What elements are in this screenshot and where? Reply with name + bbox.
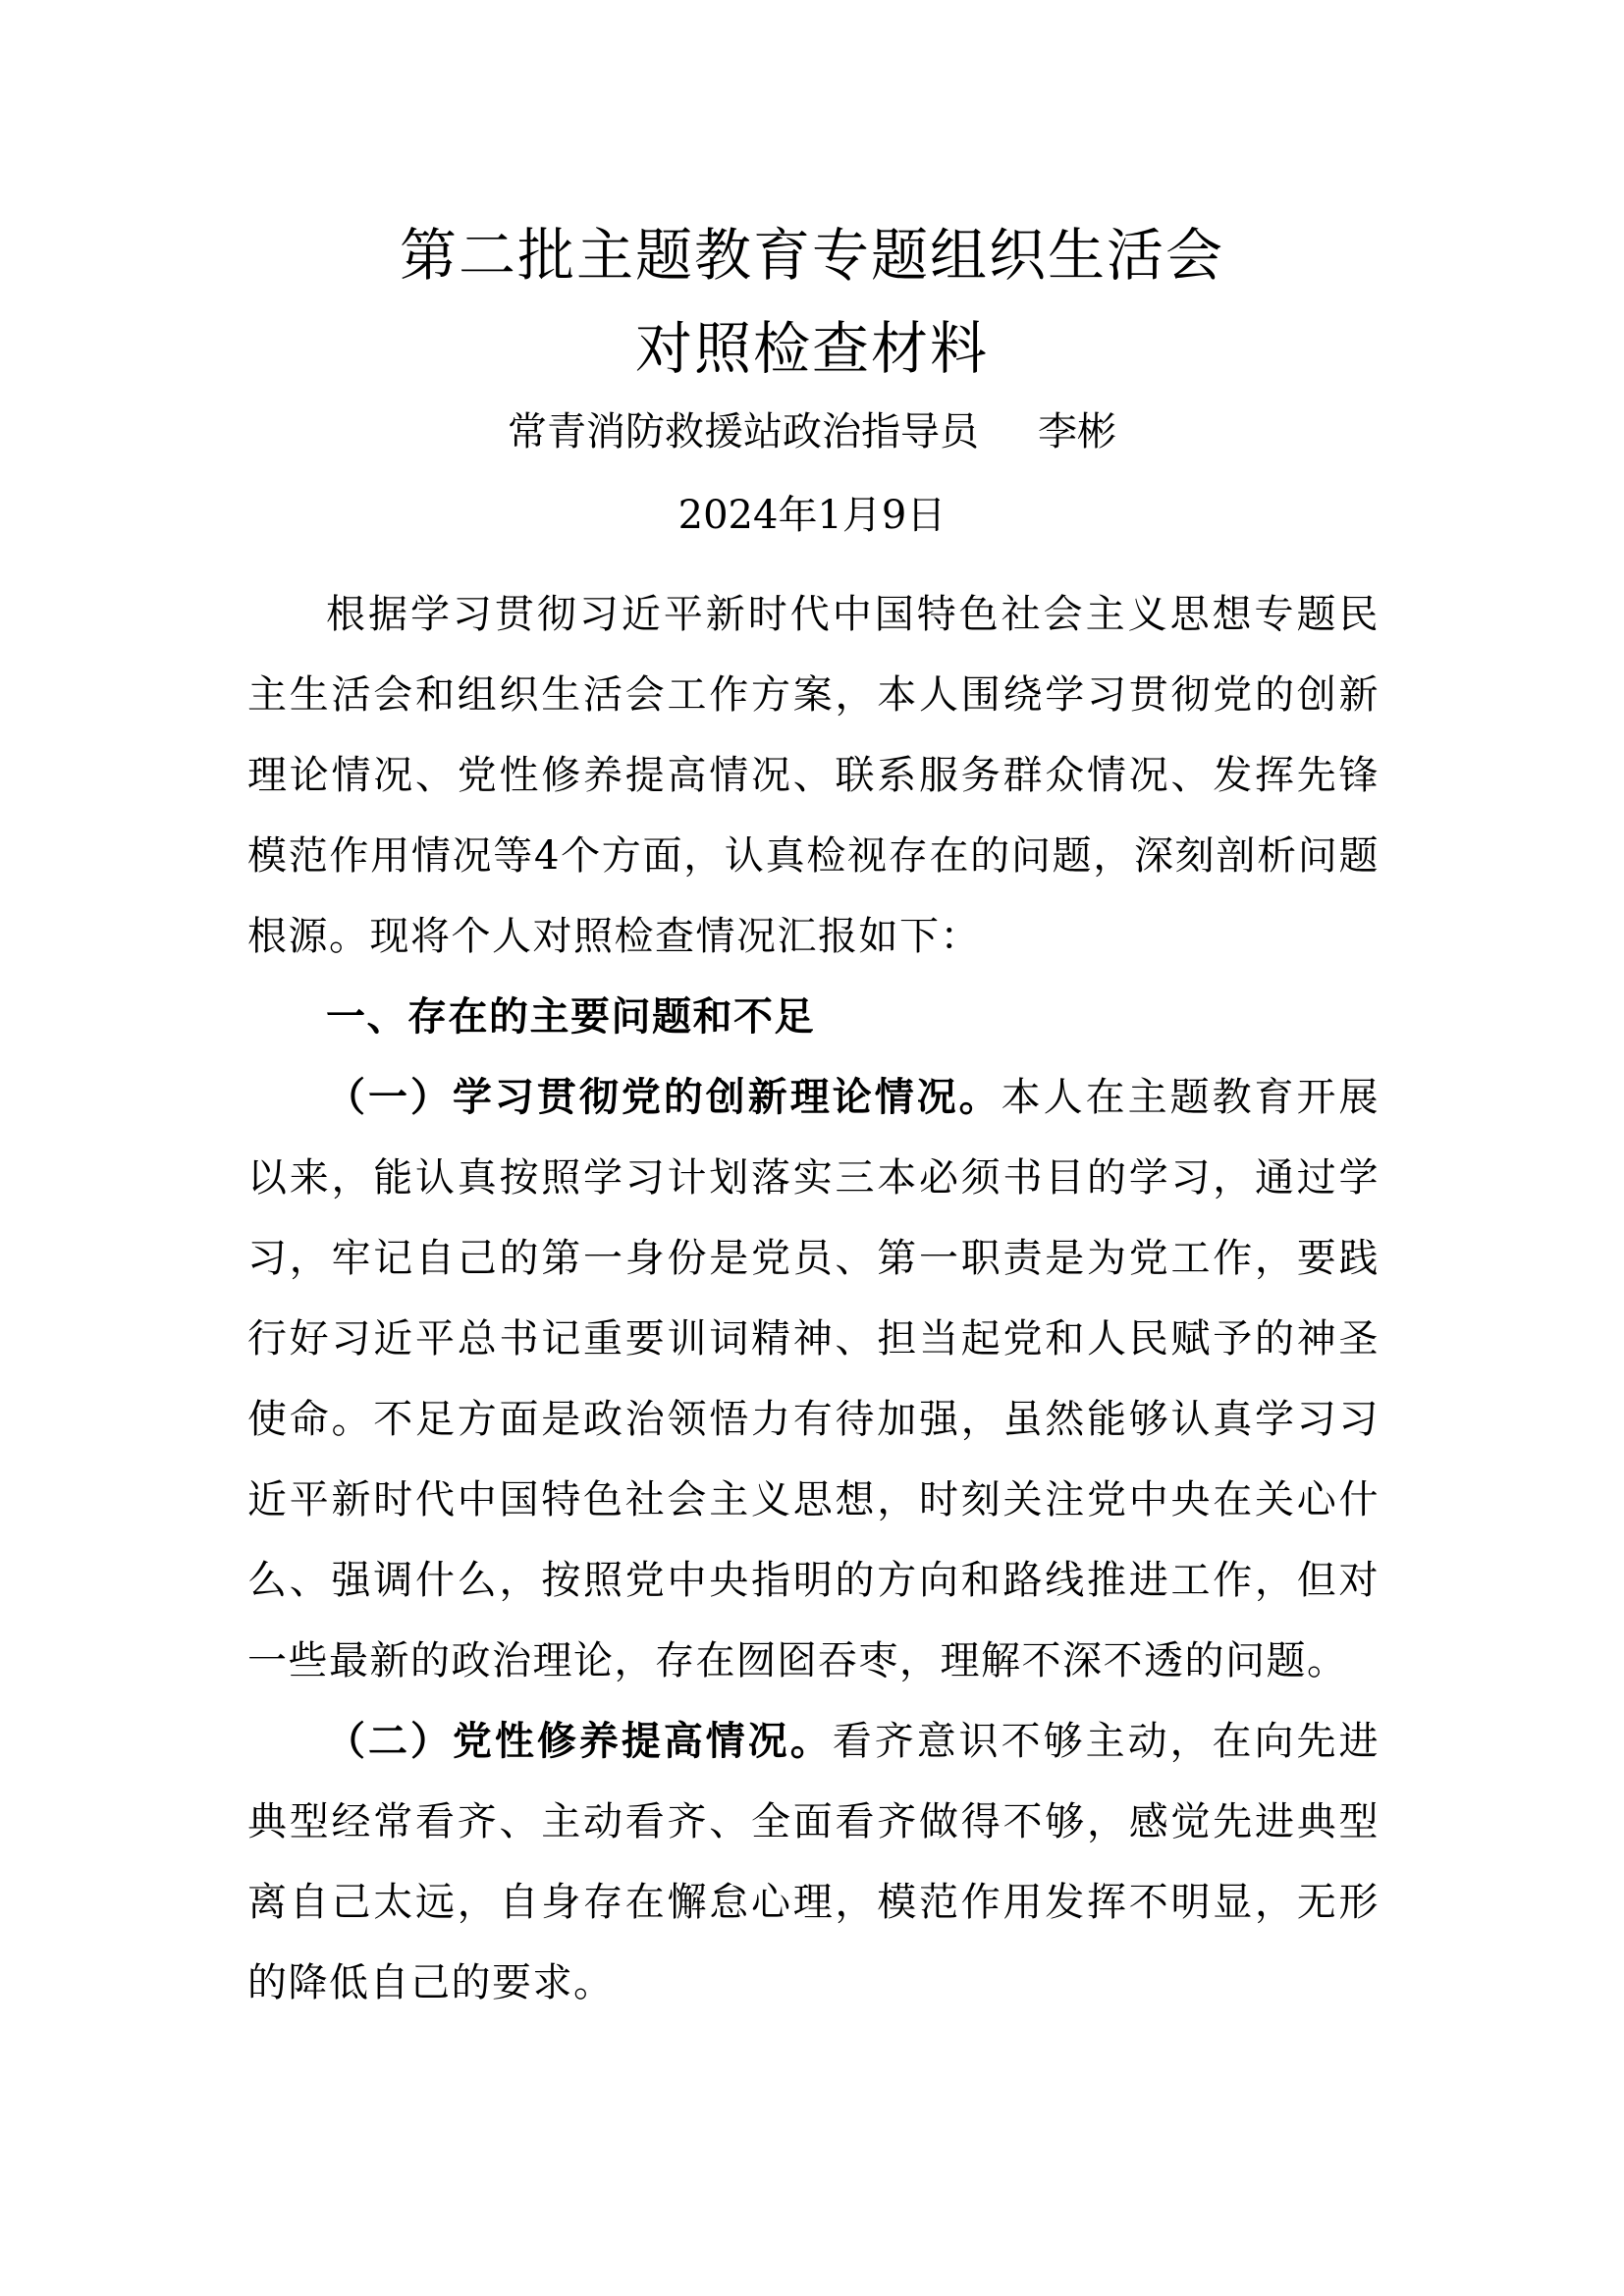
document-date: 2024年1月9日 — [677, 493, 947, 538]
document-title-line-1: 第二批主题教育专题组织生活会 — [399, 222, 1224, 289]
section-item-paragraph — [247, 1701, 1380, 2023]
author-organization: 常青消防救援站政治指导员 — [508, 409, 979, 454]
document-title-line-2: 对照检查材料 — [634, 315, 989, 382]
section-item-paragraph — [247, 1057, 1380, 1701]
intro-paragraph: 根据学习贯彻习近平新时代中国特色社会主义思想专题民主生活会和组织生活会工作方案，本人围绕学习贯彻党的创新理论情况、党性修养提高情况、联系服务群众情况、发挥先锋模范作用情况等4个方面，认真检视存在的问题，深刻剖析问题根源。现将个人对照检查情况汇报如下： — [247, 592, 1380, 959]
section-item-text: 本人在主题教育开展以来，能认真按照学习计划落实三本必须书目的学习，通过学习，牢记自己的第一身份是党员、第一职责是为党工作，要践行好习近平总书记重要训词精神、担当起党和人民赋予的神圣使命。不足方面是政治领悟力有待加强，虽然能够认真学习习近平新时代中国特色社会主义思想，时刻关注党中央在关心什么、强调什么，按照党中央指明的方向和路线推进工作，但对一些最新的政治理论，存在囫囵吞枣，理解不深不透的问题。 — [247, 1075, 1380, 1683]
section-item-lead: （一）学习贯彻党的创新理论情况。 — [326, 1075, 1001, 1120]
author-name: 李彬 — [1038, 409, 1116, 454]
section-heading: 一、存在的主要问题和不足 — [326, 994, 815, 1040]
document-body — [247, 574, 1380, 2023]
section-item-text: 看齐意识不够主动，在向先进典型经常看齐、主动看齐、全面看齐做得不够，感觉先进典型离自己太远，自身存在懈怠心理，模范作用发挥不明显，无形的降低自己的要求。 — [247, 1719, 1380, 2005]
section-item-lead: （二）党性修养提高情况。 — [326, 1719, 833, 1764]
author-line — [0, 407, 1624, 456]
